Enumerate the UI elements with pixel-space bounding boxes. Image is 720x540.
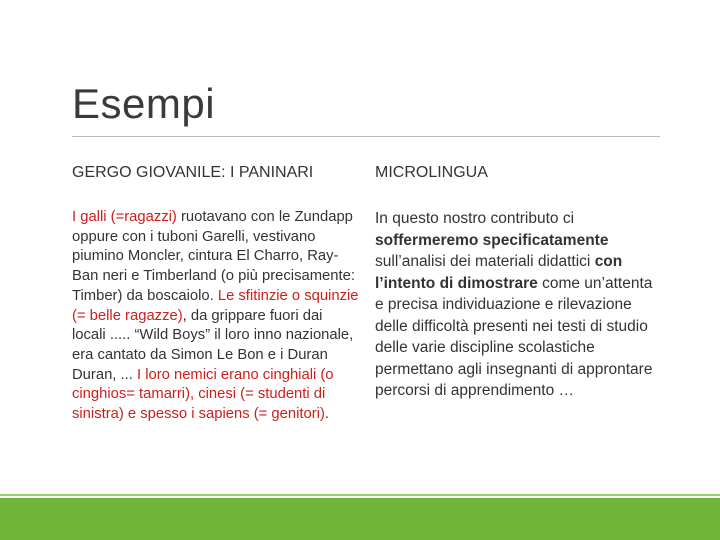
text-segment: con l’intento di dimostrare bbox=[375, 253, 623, 292]
text-segment: In questo nostro contributo ci bbox=[375, 210, 575, 227]
slide-title: Esempi bbox=[72, 80, 216, 127]
text-segment: I galli (=ragazzi) bbox=[72, 209, 177, 225]
text-segment: come un’attenta e precisa individuazione e rilevazione delle difficoltà presenti nei testi di studio delle varie discipline scolastiche permettano agli insegnanti di approntare percorsi di apprendimento … bbox=[375, 274, 653, 399]
text-segment: , da grippare fuori dai locali ..... “Wild Boys” il loro inno nazionale, era cantato da Simon Le Bon e i Duran Duran, ... bbox=[72, 307, 354, 383]
footer-accent-line bbox=[0, 494, 720, 496]
left-column bbox=[72, 160, 360, 425]
left-column-heading: GERGO GIOVANILE: I PANINARI bbox=[72, 164, 314, 181]
left-column-text bbox=[72, 208, 360, 425]
text-segment: I loro nemici erano cinghiali (o cinghios= tamarri), cinesi (= studenti di sinistra) e spesso i sapiens (= genitori) bbox=[72, 366, 334, 423]
footer-accent-bar bbox=[0, 498, 720, 540]
text-segment: soffermeremo specificatamente bbox=[375, 231, 609, 249]
text-segment: . bbox=[324, 406, 330, 423]
right-column-text bbox=[375, 208, 665, 402]
text-segment: sull’analisi dei materiali didattici bbox=[375, 253, 591, 270]
text-segment: Le sfitinzie o squinzie (= belle ragazze) bbox=[72, 287, 359, 324]
text-segment: ruotavano con le Zundapp oppure con i tuboni Garelli, vestivano piumino Moncler, cintura El Charro, Ray-Ban neri e Timberland (o più precisamente: Timber) da boscaiolo. bbox=[72, 209, 355, 304]
right-column-heading: MICROLINGUA bbox=[375, 164, 488, 181]
right-column bbox=[375, 160, 665, 402]
title-divider bbox=[72, 136, 660, 137]
